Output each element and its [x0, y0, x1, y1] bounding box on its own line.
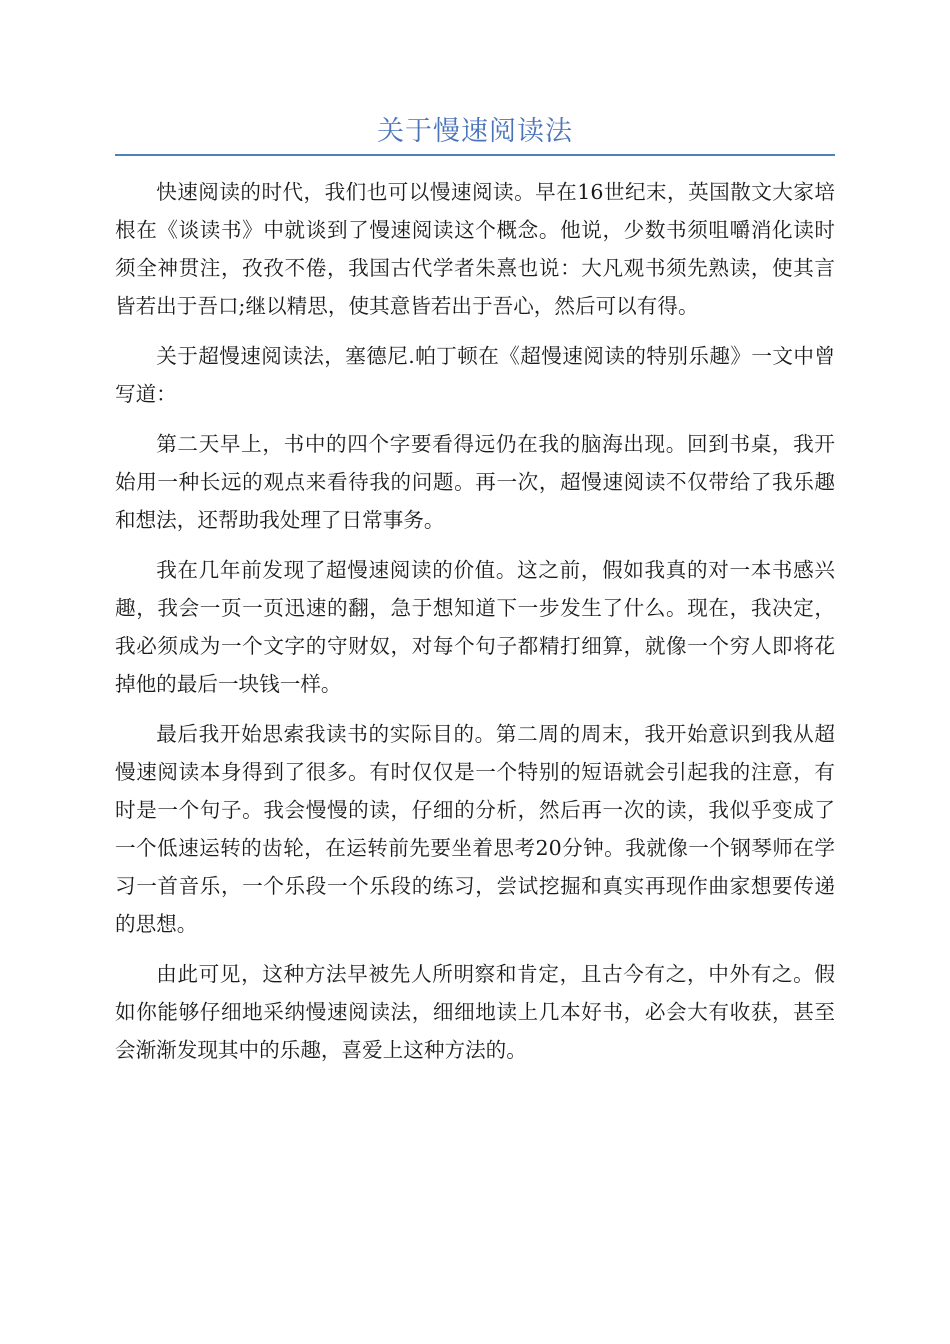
paragraph-4: 我在几年前发现了超慢速阅读的价值。这之前，假如我真的对一本书感兴趣，我会一页一页迅速的翻，急于想知道下一步发生了什么。现在，我决定，我必须成为一个文字的守财奴，对每个句子都精打细算，就像一个穷人即将花掉他的最后一块钱一样。 — [115, 558, 835, 696]
paragraph-6: 由此可见，这种方法早被先人所明察和肯定，且古今有之，中外有之。假如你能够仔细地采纳慢速阅读法，细细地读上几本好书，必会大有收获，甚至会渐渐发现其中的乐趣，喜爱上这种方法的。 — [115, 962, 835, 1062]
paragraph-5: 最后我开始思索我读书的实际目的。第二周的周末，我开始意识到我从超慢速阅读本身得到了很多。有时仅仅是一个特别的短语就会引起我的注意，有时是一个句子。我会慢慢的读，仔细的分析，然后再一次的读，我似乎变成了一个低速运转的齿轮，在运转前先要坐着思考20分钟。我就像一个钢琴师在学习一首音乐，一个乐段一个乐段的练习，尝试挖掘和真实再现作曲家想要传递的思想。 — [115, 722, 835, 936]
paragraph-2: 关于超慢速阅读法，塞德尼.帕丁顿在《超慢速阅读的特别乐趣》一文中曾写道： — [115, 344, 835, 406]
document-title: 关于慢速阅读法 — [377, 116, 573, 147]
title-underline — [115, 154, 835, 156]
document-body — [115, 173, 835, 1081]
paragraph-3: 第二天早上，书中的四个字要看得远仍在我的脑海出现。回到书桌，我开始用一种长远的观点来看待我的问题。再一次，超慢速阅读不仅带给了我乐趣和想法，还帮助我处理了日常事务。 — [115, 432, 835, 532]
paragraph-1: 快速阅读的时代，我们也可以慢速阅读。早在16世纪末，英国散文大家培根在《谈读书》中就谈到了慢速阅读这个概念。他说，少数书须咀嚼消化读时须全神贯注，孜孜不倦，我国古代学者朱熹也说：大凡观书须先熟读，使其言皆若出于吾口;继以精思，使其意皆若出于吾心，然后可以有得。 — [115, 180, 835, 318]
